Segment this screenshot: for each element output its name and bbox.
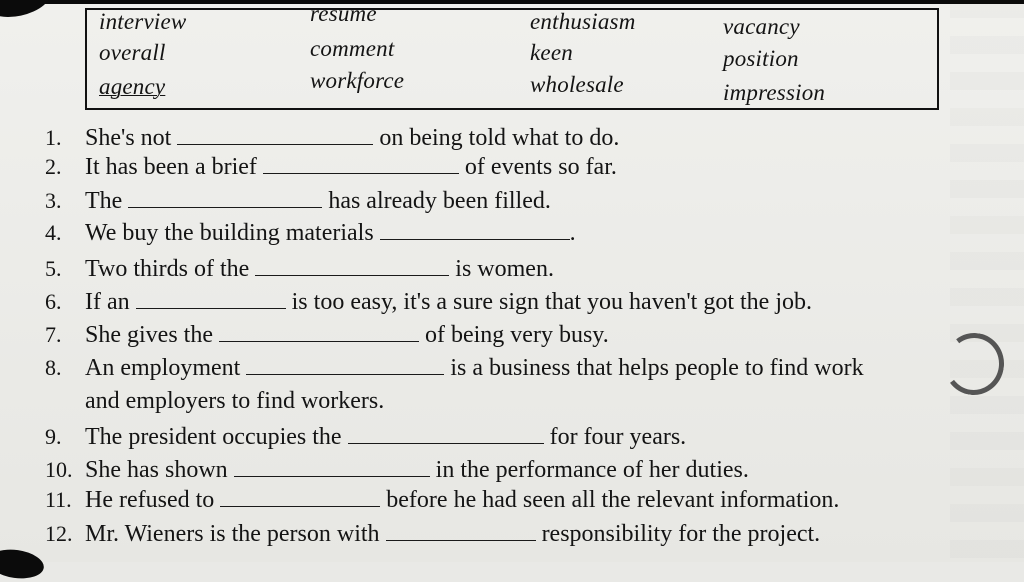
item-text-before: Mr. Wieners is the person with <box>85 521 380 547</box>
exercise-item <box>45 522 820 546</box>
item-text-before: We buy the building materials <box>85 220 374 246</box>
item-number: 1. <box>45 125 62 150</box>
exercise-item-continuation <box>85 389 384 413</box>
word-bank-item: agency <box>99 74 166 99</box>
item-number: 3. <box>45 188 62 213</box>
answer-blank[interactable] <box>234 458 430 477</box>
item-number: 2. <box>45 154 62 179</box>
item-text-after: before he had seen all the relevant information. <box>386 487 840 513</box>
answer-blank[interactable] <box>246 356 444 375</box>
item-text-before: It has been a brief <box>85 154 257 180</box>
item-text-before: The president occupies the <box>85 424 342 450</box>
word-bank-item: resume <box>310 1 377 26</box>
exercise-item <box>45 323 609 347</box>
item-text-before: She's not <box>85 125 172 151</box>
exercise-item <box>45 425 686 449</box>
item-text-after: of being very busy. <box>424 322 609 348</box>
word-bank-item: wholesale <box>530 72 624 97</box>
item-text-after: of events so far. <box>464 154 617 180</box>
answer-blank[interactable] <box>136 290 286 309</box>
exercise-item <box>45 458 749 482</box>
answer-blank[interactable] <box>386 522 536 541</box>
word-bank-item: enthusiasm <box>530 9 636 34</box>
item-text-before: Two thirds of the <box>85 256 250 282</box>
word-bank-item: impression <box>723 80 826 105</box>
item-text-after: responsibility for the project. <box>541 521 821 547</box>
item-text-before: The <box>85 188 123 214</box>
word-bank-item: comment <box>310 36 395 61</box>
item-text-after: on being told what to do. <box>379 125 620 151</box>
answer-blank[interactable] <box>255 257 449 276</box>
exercise-item <box>45 356 864 380</box>
item-number: 5. <box>45 256 62 281</box>
item-number: 12. <box>45 521 73 546</box>
item-number: 11. <box>45 487 72 512</box>
answer-blank[interactable] <box>220 488 380 507</box>
exercise-item <box>45 155 617 179</box>
item-number: 7. <box>45 322 62 347</box>
exercise-item <box>45 126 619 150</box>
item-number: 8. <box>45 355 62 380</box>
word-bank-item: keen <box>530 40 573 65</box>
item-number: 10. <box>45 457 73 482</box>
item-text-after: for four years. <box>549 424 687 450</box>
answer-blank[interactable] <box>380 221 570 240</box>
item-number: 4. <box>45 220 62 245</box>
item-text-after: is too easy, it's a sure sign that you haven't got the job. <box>291 289 812 315</box>
exercise-item <box>45 257 554 281</box>
answer-blank[interactable] <box>219 323 419 342</box>
item-text-before: If an <box>85 289 130 315</box>
item-text-after: is women. <box>455 256 554 282</box>
exercise-item <box>45 221 576 245</box>
word-bank-item: workforce <box>310 68 405 93</box>
word-bank-item: vacancy <box>723 14 800 39</box>
item-text-after: is a business that helps people to find work <box>450 355 864 381</box>
answer-blank[interactable] <box>263 155 459 174</box>
item-text-before: She gives the <box>85 322 213 348</box>
item-text-after: has already been filled. <box>328 188 551 214</box>
item-text-after: in the performance of her duties. <box>435 457 749 483</box>
word-bank-item: position <box>723 46 799 71</box>
exercise-item <box>45 290 812 314</box>
item-number: 6. <box>45 289 62 314</box>
word-bank-item: interview <box>99 9 187 34</box>
item-text-before: An employment <box>85 355 241 381</box>
item-text-before: He refused to <box>85 487 215 513</box>
answer-blank[interactable] <box>177 126 373 145</box>
word-bank-item: overall <box>99 40 166 65</box>
item-text-continuation: and employers to find workers. <box>85 388 385 414</box>
exercise-item <box>45 488 839 512</box>
answer-blank[interactable] <box>348 425 544 444</box>
item-text-after: . <box>569 220 576 246</box>
item-text-before: She has shown <box>85 457 228 483</box>
answer-blank[interactable] <box>128 189 322 208</box>
exercise-item <box>45 189 551 213</box>
item-number: 9. <box>45 424 62 449</box>
